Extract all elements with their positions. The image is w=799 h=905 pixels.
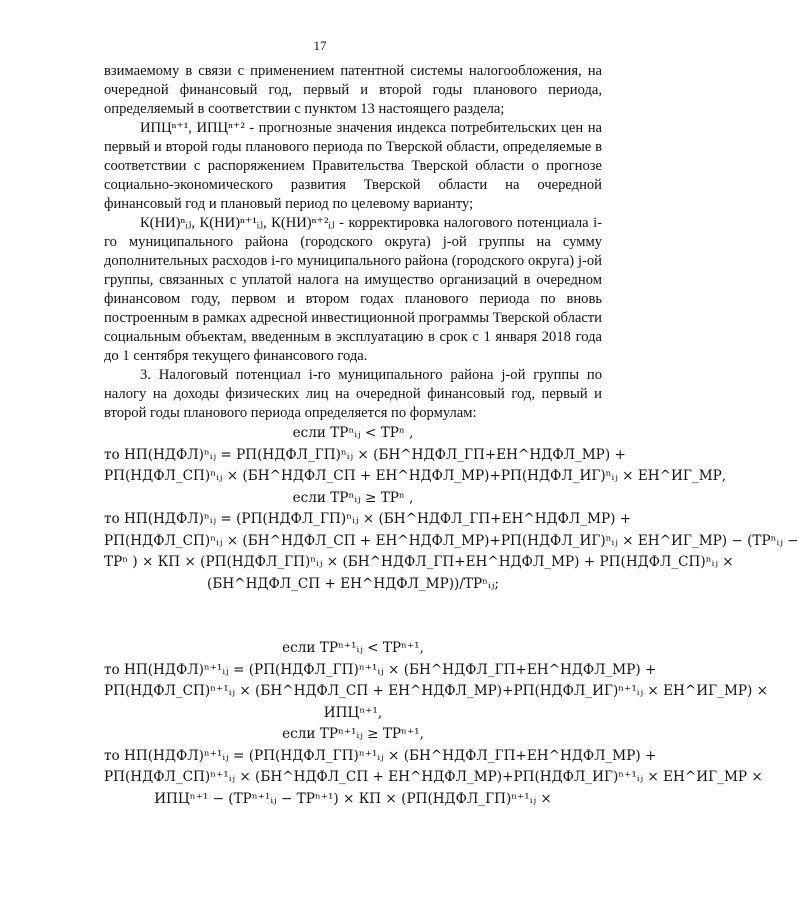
formula-line: если TPⁿᵢⱼ ≥ TPⁿ , bbox=[292, 489, 414, 506]
formula-line: (БН^НДФЛ_СП + ЕН^НДФЛ_МР))/TPⁿᵢⱼ; bbox=[207, 575, 499, 592]
formula-line: РП(НДФЛ_СП)ⁿᵢⱼ × (БН^НДФЛ_СП + ЕН^НДФЛ_МР)+РП(НДФЛ_ИГ)ⁿᵢⱼ × ЕН^ИГ_МР) − (TPⁿᵢⱼ − bbox=[104, 532, 799, 549]
formula-line: РП(НДФЛ_СП)ⁿ⁺¹ᵢⱼ × (БН^НДФЛ_СП + ЕН^НДФЛ_МР)+РП(НДФЛ_ИГ)ⁿ⁺¹ᵢⱼ × ЕН^ИГ_МР) × bbox=[104, 683, 769, 699]
formula-line: то НП(НДФЛ)ⁿᵢⱼ = (РП(НДФЛ_ГП)ⁿᵢⱼ × (БН^НДФЛ_ГП+ЕН^НДФЛ_МР) + bbox=[104, 511, 632, 527]
formula-line: если TPⁿᵢⱼ < TPⁿ , bbox=[292, 425, 414, 441]
formula-line: ИПЦⁿ⁺¹, bbox=[323, 704, 383, 721]
paragraph-1: взимаемому в связи с применением патентной системы налогообложения, на очередной финансовый год, первый и второй годы планового периода, определяемый в соответствии с пунктом 13 настоящего раздела; bbox=[104, 63, 602, 117]
formula-line: то НП(НДФЛ)ⁿᵢⱼ = РП(НДФЛ_ГП)ⁿᵢⱼ × (БН^НДФЛ_ГП+ЕН^НДФЛ_МР) + bbox=[104, 446, 626, 463]
page-number: 17 bbox=[313, 38, 327, 53]
formula-line: то НП(НДФЛ)ⁿ⁺¹ᵢⱼ = (РП(НДФЛ_ГП)ⁿ⁺¹ᵢⱼ × (БН^НДФЛ_ГП+ЕН^НДФЛ_МР) + bbox=[104, 661, 657, 678]
formula-line: ИПЦⁿ⁺¹ − (TPⁿ⁺¹ᵢⱼ − TPⁿ⁺¹) × КП × (РП(НДФЛ_ГП)ⁿ⁺¹ᵢⱼ × bbox=[154, 790, 552, 807]
formula-block-1 bbox=[104, 423, 799, 595]
paragraph-2: ИПЦⁿ⁺¹, ИПЦⁿ⁺² - прогнозные значения индекса потребительских цен на первый и второй годы планового периода по Тверской области, определяемые в соответствии с распоряжением Правительства Тверской области о прогнозе социально-экономического развития Тверской области на очередной финансовый год и плановый период по целевому варианту; bbox=[104, 120, 602, 212]
formula-line: TPⁿ ) × КП × (РП(НДФЛ_ГП)ⁿᵢⱼ × (БН^НДФЛ_ГП+ЕН^НДФЛ_МР) + РП(НДФЛ_СП)ⁿᵢⱼ × bbox=[104, 554, 734, 570]
formula-line: если TPⁿ⁺¹ᵢⱼ < TPⁿ⁺¹, bbox=[282, 640, 424, 656]
formula-line: РП(НДФЛ_СП)ⁿᵢⱼ × (БН^НДФЛ_СП + ЕН^НДФЛ_МР)+РП(НДФЛ_ИГ)ⁿᵢⱼ × ЕН^ИГ_МР, bbox=[104, 468, 727, 484]
formula-line: если TPⁿ⁺¹ᵢⱼ ≥ TPⁿ⁺¹, bbox=[282, 726, 424, 742]
paragraph-4: 3. Налоговый потенциал i-го муниципального района j-ой группы по налогу на доходы физических лиц на очередной финансовый год, первый и второй годы планового периода определяется по формулам: bbox=[104, 367, 602, 421]
formula-block-2 bbox=[104, 638, 769, 810]
formula-line: РП(НДФЛ_СП)ⁿ⁺¹ᵢⱼ × (БН^НДФЛ_СП + ЕН^НДФЛ_МР)+РП(НДФЛ_ИГ)ⁿ⁺¹ᵢⱼ × ЕН^ИГ_МР × bbox=[104, 769, 763, 785]
paragraph-3: К(НИ)ⁿᵢⱼ, К(НИ)ⁿ⁺¹ᵢⱼ, К(НИ)ⁿ⁺²ᵢⱼ - корректировка налогового потенциала i-го муниципального района (городского округа) j-ой группы на сумму дополнительных расходов i-го муниципального района (городского округа) j-ой группы, связанных с уплатой налога на имущество организаций в очередном финансовом году, первом и втором годах планового периода по вновь построенным в рамках адресной инвестиционной программы Тверской области социальным объектам, введенным в эксплуатацию в срок с 1 января 2018 года до 1 сентября текущего финансового года. bbox=[104, 215, 602, 364]
formula-line: то НП(НДФЛ)ⁿ⁺¹ᵢⱼ = (РП(НДФЛ_ГП)ⁿ⁺¹ᵢⱼ × (БН^НДФЛ_ГП+ЕН^НДФЛ_МР) + bbox=[104, 747, 657, 764]
document-body bbox=[104, 62, 602, 423]
